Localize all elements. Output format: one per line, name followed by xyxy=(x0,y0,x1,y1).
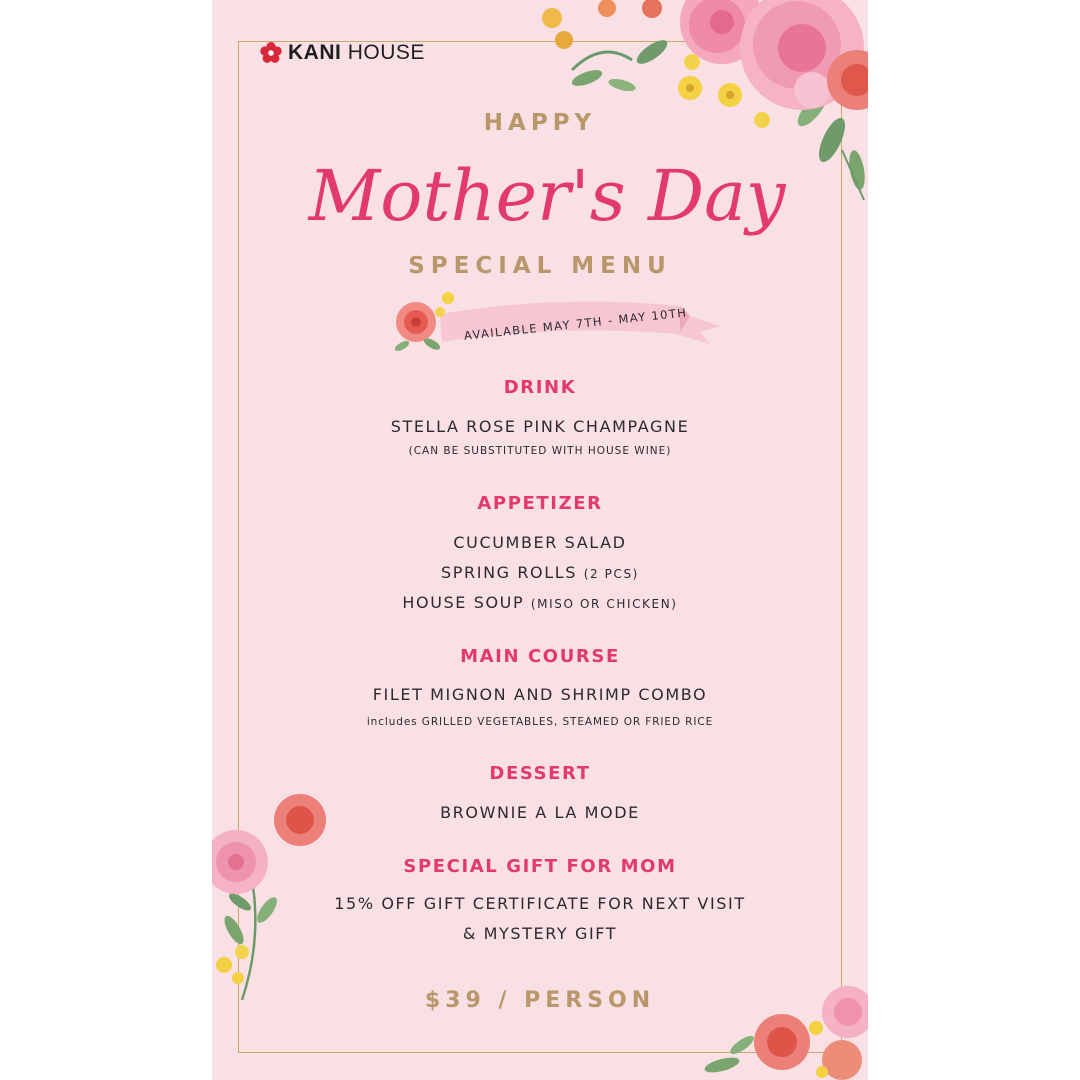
gift-line-2: & MYSTERY GIFT xyxy=(462,924,618,943)
mothers-day-script-title xyxy=(302,138,792,248)
drink-section-title: DRINK xyxy=(503,377,577,398)
mothers-day-script-text: Mother's Day xyxy=(308,155,786,237)
spring-rolls-note: (2 PCS) xyxy=(583,567,639,581)
gift-section-title: SPECIAL GIFT FOR MOM xyxy=(403,856,677,877)
drink-note: (CAN BE SUBSTITUTED WITH HOUSE WINE) xyxy=(408,445,672,457)
logo-wordmark-rest: HOUSE xyxy=(347,41,425,64)
appetizer-item-spring-rolls xyxy=(212,563,868,582)
main-course-note: includes GRILLED VEGETABLES, STEAMED OR FRIED RICE xyxy=(366,716,714,728)
logo-wordmark-bold: KANI xyxy=(288,41,342,64)
drink-item: STELLA ROSE PINK CHAMPAGNE xyxy=(390,417,690,436)
price-per-person: $39 / PERSON xyxy=(424,988,656,1013)
spring-rolls-label: SPRING ROLLS xyxy=(441,563,578,582)
appetizer-item-house-soup xyxy=(212,593,868,612)
menu-card xyxy=(212,0,868,1080)
dessert-section-title: DESSERT xyxy=(489,763,591,784)
appetizer-item-cucumber-salad: CUCUMBER SALAD xyxy=(453,533,627,552)
kani-flower-logo-icon xyxy=(260,42,282,64)
main-course-item: FILET MIGNON AND SHRIMP COMBO xyxy=(372,685,708,704)
gift-line-1: 15% OFF GIFT CERTIFICATE FOR NEXT VISIT xyxy=(334,894,746,913)
house-soup-label: HOUSE SOUP xyxy=(402,593,525,612)
main-course-section-title: MAIN COURSE xyxy=(460,646,620,667)
kani-house-logo xyxy=(260,40,425,66)
appetizer-section-title: APPETIZER xyxy=(477,493,603,514)
availability-ribbon-banner xyxy=(380,286,728,358)
floral-bottom-right-decoration xyxy=(702,980,868,1080)
logo-wordmark xyxy=(288,41,425,65)
special-menu-heading: SPECIAL MENU xyxy=(408,253,672,279)
peony-flowers xyxy=(680,0,868,110)
availability-text: AVAILABLE MAY 7TH - MAY 10TH xyxy=(463,305,688,343)
floral-bottom-left-decoration xyxy=(212,790,332,1010)
happy-heading: HAPPY xyxy=(483,110,597,136)
house-soup-note: (MISO OR CHICKEN) xyxy=(530,597,678,611)
dessert-item: BROWNIE A LA MODE xyxy=(440,803,640,822)
